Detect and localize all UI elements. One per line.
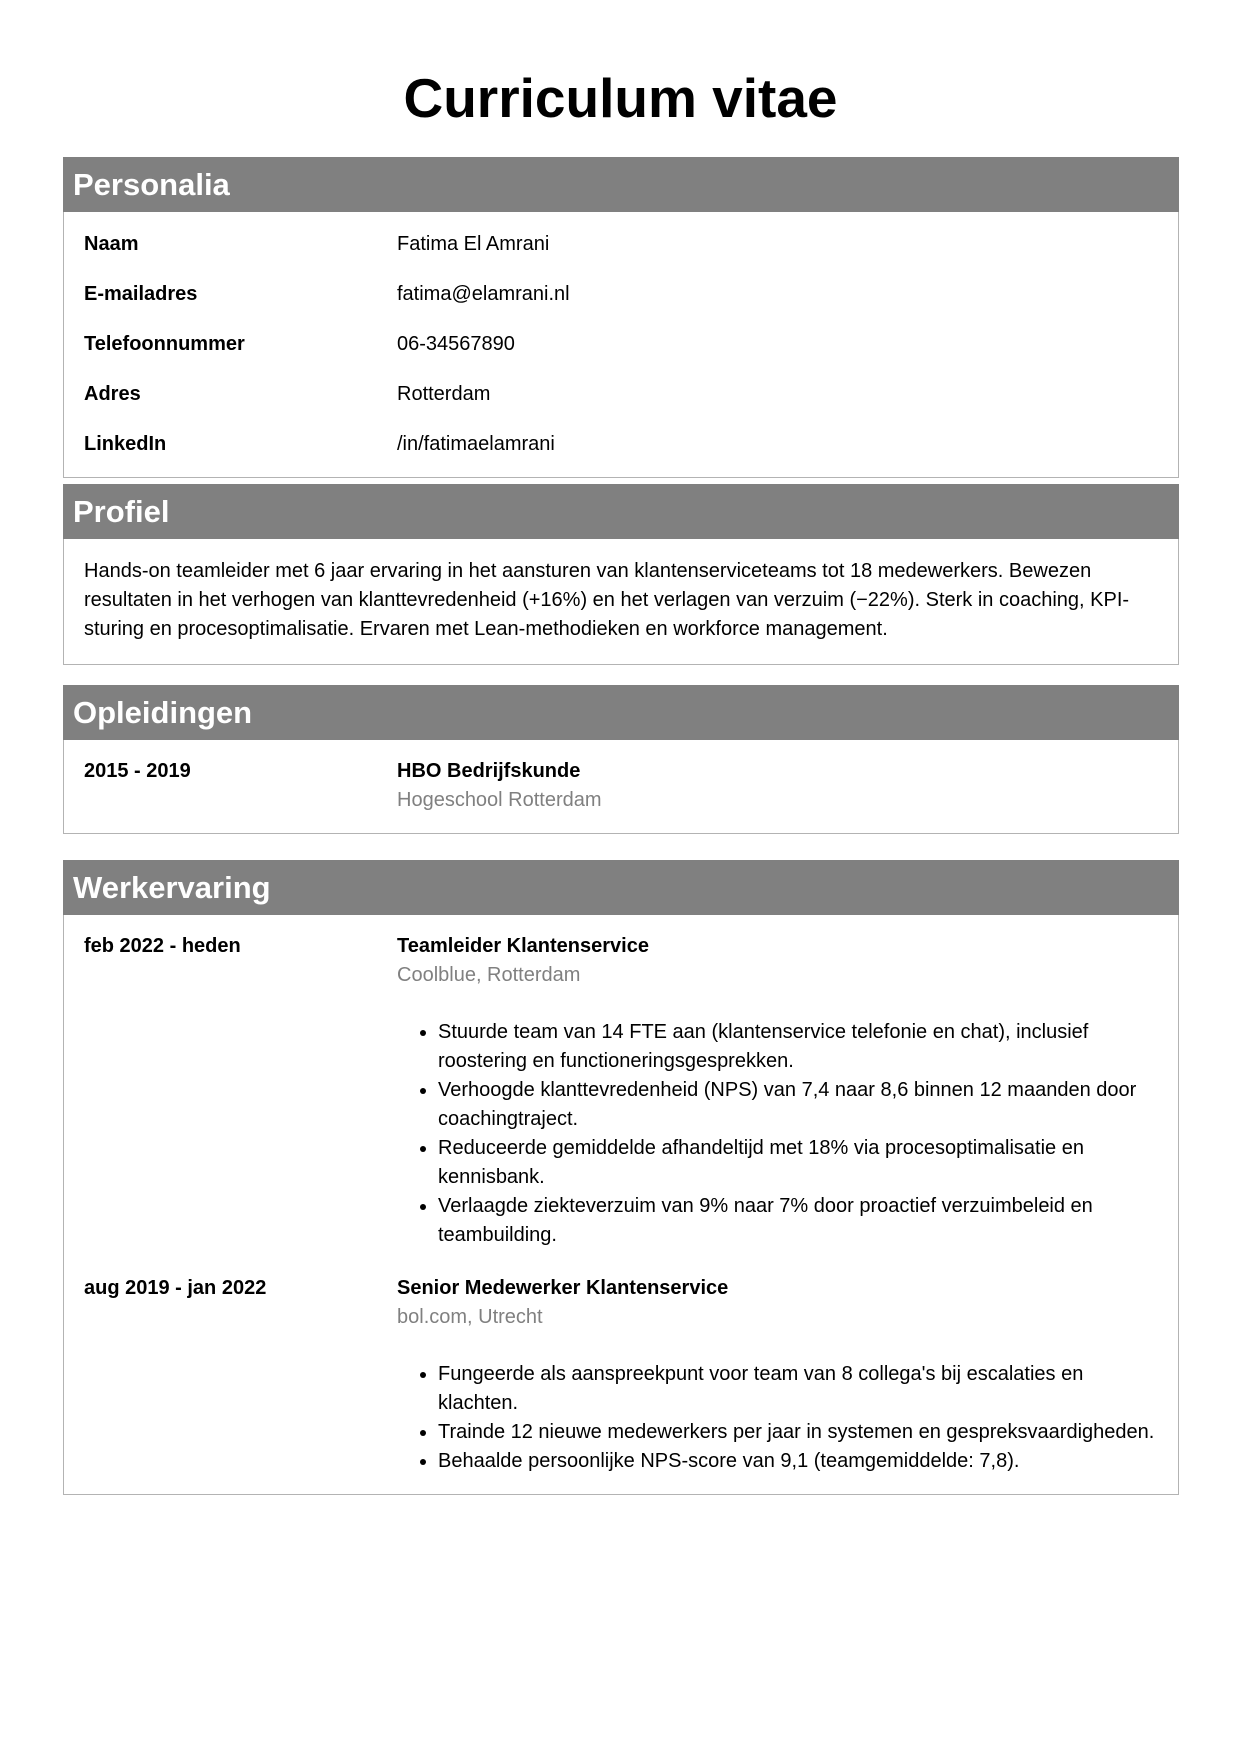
- personalia-row-naam: [84, 230, 1158, 259]
- section-werkervaring: [63, 860, 1179, 1495]
- education-entry: [84, 757, 1158, 815]
- education-institution: Hogeschool Rotterdam: [397, 789, 602, 811]
- page-title: Curriculum vitae: [403, 67, 838, 129]
- list-item: • Behaalde persoonlijke NPS-score van 9,1 (teamgemiddelde: 7,8).: [438, 1447, 1158, 1476]
- field-value: Fatima El Amrani: [397, 233, 550, 255]
- field-label: Naam: [84, 233, 139, 255]
- achievement-list: [397, 1018, 1158, 1250]
- profile-summary: Hands-on teamleider met 6 jaar ervaring in het aansturen van klantenserviceteams tot 18 medewerkers. Bewezen resultaten in het verhogen van klanttevredenheid (+16%) en het verlagen van verzuim (−22%). Sterk in coaching, KPI-sturing en procesoptimalisatie. Ervaren met Lean-methodieken en workforce management.: [84, 560, 1130, 640]
- field-value: /in/fatimaelamrani: [397, 433, 555, 455]
- personalia-row-adres: [84, 380, 1158, 409]
- employer-location: Coolblue, Rotterdam: [397, 964, 581, 986]
- field-label: E-mailadres: [84, 283, 198, 305]
- education-title: HBO Bedrijfskunde: [397, 760, 581, 782]
- job-title: Teamleider Klantenservice: [397, 935, 649, 957]
- section-personalia: [63, 157, 1179, 478]
- section-opleidingen: [63, 685, 1179, 834]
- list-item: • Trainde 12 nieuwe medewerkers per jaar in systemen en gespreksvaardigheden.: [438, 1418, 1158, 1447]
- education-period: 2015 - 2019: [84, 760, 191, 782]
- work-period: aug 2019 - jan 2022: [84, 1277, 267, 1299]
- field-label: Telefoonnummer: [84, 333, 245, 355]
- work-entry: [84, 932, 1158, 1250]
- section-heading-personalia: Personalia: [63, 157, 1179, 212]
- section-heading-opleidingen: Opleidingen: [63, 685, 1179, 740]
- achievement-list: [397, 1360, 1158, 1476]
- section-profiel: [63, 484, 1179, 665]
- list-item: • Stuurde team van 14 FTE aan (klantenservice telefonie en chat), inclusief roostering en functioneringsgesprekken.: [438, 1018, 1158, 1076]
- field-value: Rotterdam: [397, 383, 491, 405]
- section-heading-profiel: Profiel: [63, 484, 1179, 539]
- personalia-row-linkedin: [84, 430, 1158, 459]
- list-item: • Verlaagde ziekteverzuim van 9% naar 7% door proactief verzuimbeleid en teambuilding.: [438, 1192, 1158, 1250]
- list-item: • Verhoogde klanttevredenheid (NPS) van 7,4 naar 8,6 binnen 12 maanden door coachingtraject.: [438, 1076, 1158, 1134]
- field-value: 06-34567890: [397, 333, 515, 355]
- list-item: • Fungeerde als aanspreekpunt voor team van 8 collega's bij escalaties en klachten.: [438, 1360, 1158, 1418]
- job-title: Senior Medewerker Klantenservice: [397, 1277, 729, 1299]
- employer-location: bol.com, Utrecht: [397, 1306, 543, 1328]
- section-heading-werkervaring: Werkervaring: [63, 860, 1179, 915]
- field-label: Adres: [84, 383, 141, 405]
- field-label: LinkedIn: [84, 433, 167, 455]
- personalia-row-telefoon: [84, 330, 1158, 359]
- field-value: fatima@elamrani.nl: [397, 283, 570, 305]
- list-item: • Reduceerde gemiddelde afhandeltijd met 18% via procesoptimalisatie en kennisbank.: [438, 1134, 1158, 1192]
- personalia-row-email: [84, 280, 1158, 309]
- work-period: feb 2022 - heden: [84, 935, 241, 957]
- work-entry: [84, 1274, 1158, 1476]
